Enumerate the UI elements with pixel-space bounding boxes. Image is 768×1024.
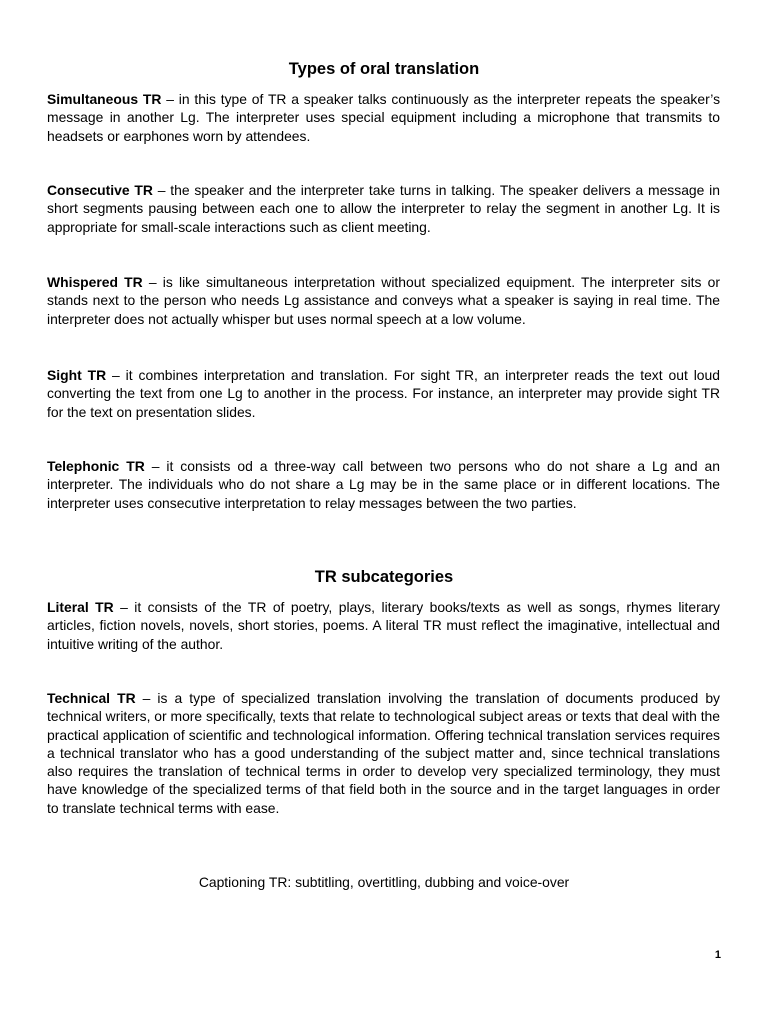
term-whispered: Whispered TR bbox=[47, 274, 143, 290]
term-technical: Technical TR bbox=[47, 690, 136, 706]
term-telephonic: Telephonic TR bbox=[47, 458, 145, 474]
captioning-note: Captioning TR: subtitling, overtitling, dubbing and voice-over bbox=[198, 874, 570, 890]
paragraph-literal bbox=[47, 598, 720, 653]
term-literal: Literal TR bbox=[47, 599, 114, 615]
paragraph-whispered bbox=[47, 273, 720, 328]
definition-sight: – it combines interpretation and translation. For sight TR, an interpreter reads the text out loud converting the text from one Lg to another in the process. For instance, an interpreter may provide sight TR for the text on presentation slides. bbox=[47, 367, 720, 420]
term-simultaneous: Simultaneous TR bbox=[47, 91, 162, 107]
section-subtitle: TR subcategories bbox=[314, 568, 454, 586]
page-title: Types of oral translation bbox=[288, 60, 480, 78]
term-consecutive: Consecutive TR bbox=[47, 182, 153, 198]
definition-simultaneous: – in this type of TR a speaker talks continuously as the interpreter repeats the speaker’s message in another Lg. The interpreter uses special equipment including a microphone that transmits to headsets or earphones worn by attendees. bbox=[47, 91, 721, 144]
definition-technical: – is a type of specialized translation involving the translation of documents produced by technical writers, or more specifically, texts that relate to technological subject areas or texts that deal with the practical application of scientific and technological information. Offering technical translation services requires a technical translator who has a good understanding of the subject matter and, since technical translations also requires the translation of technical terms in order to develop very specialized terminology, they must have knowledge of the specialized terms of that field both in the source and in the target languages in order to translate technical terms with ease. bbox=[47, 690, 720, 816]
definition-consecutive: – the speaker and the interpreter take turns in talking. The speaker delivers a message in short segments pausing between each one to allow the interpreter to relay the segment in another Lg. It is appropriate for small-scale interactions such as client meeting. bbox=[47, 182, 720, 235]
term-sight: Sight TR bbox=[47, 367, 107, 383]
paragraph-simultaneous bbox=[47, 90, 720, 145]
paragraph-telephonic bbox=[47, 457, 720, 512]
definition-whispered: – is like simultaneous interpretation without specialized equipment. The interpreter sits or stands next to the person who needs Lg assistance and conveys what a speaker is saying in real time. The interpreter does not actually whisper but uses normal speech at a low volume. bbox=[47, 274, 720, 327]
paragraph-technical bbox=[47, 689, 720, 817]
paragraph-consecutive bbox=[47, 181, 720, 236]
paragraph-sight bbox=[47, 366, 720, 421]
definition-telephonic: – it consists od a three-way call between two persons who do not share a Lg and an interpreter. The individuals who do not share a Lg may be in the same place or in different locations. The interpreter uses consecutive interpretation to relay messages between the two parties. bbox=[47, 458, 720, 511]
page-number: 1 bbox=[714, 949, 721, 961]
definition-literal: – it consists of the TR of poetry, plays, literary books/texts as well as songs, rhymes literary articles, fiction novels, novels, short stories, poems. A literal TR must reflect the imaginative, intellectual and intuitive writing of the author. bbox=[47, 599, 720, 652]
